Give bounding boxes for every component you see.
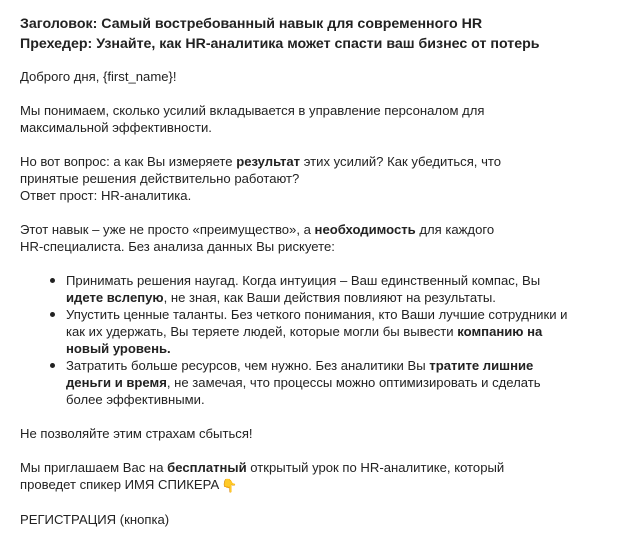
list-item-emphasis: идете вслепую: [66, 290, 164, 305]
intro-paragraph: Мы понимаем, сколько усилий вкладывается в управление персоналом для максимальной эффективности.: [20, 103, 485, 135]
question-paragraph: [20, 153, 520, 187]
question-text-start: Но вот вопрос: а как Вы измеряете: [20, 154, 237, 169]
call-to-action-text: Не позволяйте этим страхам сбыться!: [20, 426, 253, 441]
skill-emphasis: необходимость: [314, 222, 416, 237]
list-item-text: Затратить больше ресурсов, чем нужно. Без аналитики Вы: [66, 358, 430, 373]
question-text-end: этих усилий? Как убедиться, что принятые решения действительно работают?: [20, 154, 502, 186]
registration-placeholder: РЕГИСТРАЦИЯ (кнопка): [20, 512, 170, 527]
list-item: [50, 306, 570, 357]
email-preheader: Прехедер: Узнайте, как HR-аналитика может спасти ваш бизнес от потерь: [20, 36, 540, 52]
list-item: [50, 357, 570, 408]
skill-text-end: для каждого HR-специалиста. Без анализа данных Вы рискуете:: [20, 222, 495, 254]
answer-line: Ответ прост: HR-аналитика.: [20, 188, 192, 203]
list-item-text: , не замечая, что процессы можно оптимизировать и сделать более эффективными.: [66, 375, 541, 407]
invitation-emphasis: бесплатный: [167, 460, 247, 475]
list-item-text: Упустить ценные таланты. Без четкого понимания, кто Ваши лучшие сотрудники и как их удержать, Вы теряете людей, которые могли бы вывести: [66, 307, 568, 339]
invitation-text-end: открытый урок по HR-аналитике, который проведет спикер ИМЯ СПИКЕРА: [20, 460, 505, 492]
skill-paragraph: [20, 221, 510, 255]
list-item-text: , не зная, как Ваши действия повлияют на результаты.: [163, 290, 496, 305]
greeting: Доброго дня, {first_name}!: [20, 69, 177, 84]
list-item-text: Принимать решения наугад. Когда интуиция – Ваш единственный компас, Вы: [66, 273, 541, 288]
invitation-paragraph: [20, 459, 515, 494]
skill-text-start: Этот навык – уже не просто «преимущество», а: [20, 222, 315, 237]
list-item-emphasis: компанию на новый уровень.: [66, 324, 543, 356]
list-item: [50, 272, 570, 306]
invitation-text-start: Мы приглашаем Вас на: [20, 460, 168, 475]
email-subject: Заголовок: Самый востребованный навык для современного HR: [20, 16, 483, 32]
pointing-down-hand-icon: 👇: [221, 478, 238, 493]
risk-list: [20, 272, 570, 408]
list-item-emphasis: тратите лишние деньги и время: [66, 358, 534, 390]
question-emphasis: результат: [236, 154, 301, 169]
